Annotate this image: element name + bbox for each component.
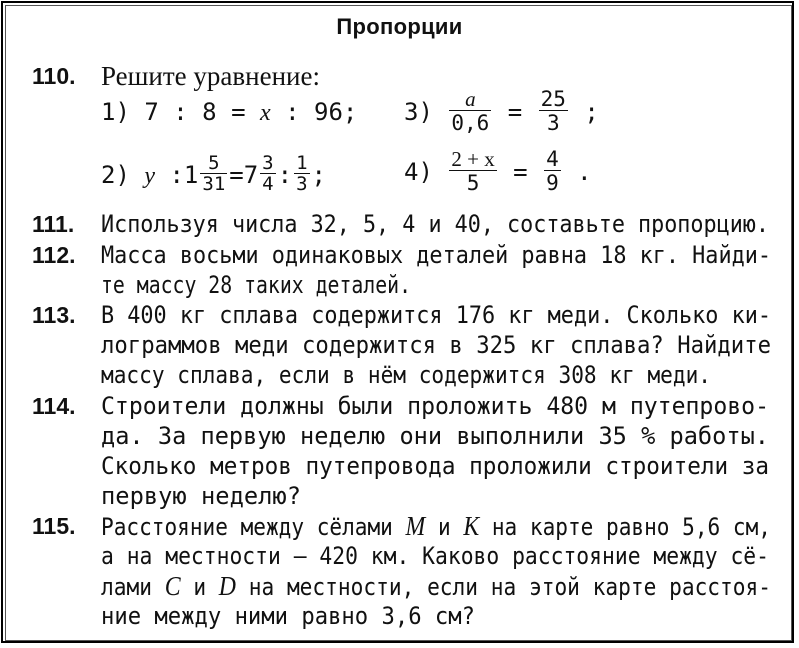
eq3-fraction-2 [539,88,568,134]
problem-number-114: 114. [32,393,76,419]
eq3-denominator-2: 3 [546,111,560,135]
problem-113-line-2: лограммов меди содержится в 325 кг сплава? Найдите [101,331,771,359]
eq1-colon: : [173,98,188,126]
problem-111-line-1: Используя числа 32, 5, 4 и 40, составьте пропорцию. [101,210,769,238]
p115-l1-text-a: Расстояние между сёлами [101,513,393,541]
problem-number-115: 115. [32,513,76,539]
problem-number-112: 112. [32,242,76,268]
eq2-end: ; [311,161,326,189]
equation-2 [101,152,326,196]
problem-number-113: 113. [32,302,76,328]
page-title: Пропорции [336,14,463,39]
problem-number-110: 110. [32,63,76,89]
eq2-equals: = [229,161,244,189]
eq4-equals: = [513,158,528,186]
problem-114-line-2: да. За первую неделю они выполнили 35 % работы. [101,422,769,450]
problem-114-line-1: Строители должны были проложить 480 м путепрово- [101,392,769,420]
eq2-whole-1: 1 [183,161,199,189]
eq1-term-c: 96; [314,98,358,126]
eq3-denominator-1: 0,6 [451,111,490,135]
eq1-colon-2: : [285,98,300,126]
eq4-denominator-2: 9 [546,171,559,195]
eq4-numerator-2: 4 [546,147,559,171]
problem-114-line-3: Сколько метров путепровода проложили строители за [101,452,769,480]
equation-3-label: 3) [404,98,433,126]
eq1-term-b: 8 [202,98,217,126]
problem-110-text: Решите уравнение: [101,61,320,91]
eq2-denominator-3: 3 [296,173,308,195]
eq2-colon: : [169,161,184,189]
eq2-fraction-2 [260,154,275,194]
village-d-label: D [218,571,236,601]
eq2-fraction-1 [200,154,227,194]
village-m-label: M [405,511,426,541]
eq2-whole-2: 7 [243,161,259,189]
problem-114-line-4: первую неделю? [101,482,301,510]
eq1-equals: = [231,98,246,126]
eq4-denominator-1: 5 [466,171,480,195]
problem-113-line-3: массу сплава, если в нём содержится 308 кг меди. [101,361,711,389]
eq1-var-x: x [259,100,271,126]
p115-l3-text-e: на местности, если на этой карте расстоя- [248,573,771,601]
eq4-fraction-2 [544,148,561,194]
eq4-end: . [577,158,592,186]
p115-l1-text-c: на карте равно 5,6 см, [491,513,771,541]
village-k-label: K [463,511,480,541]
eq3-fraction-1 [449,88,491,134]
eq4-numerator-1: 2 + x [451,147,495,171]
eq2-numerator-1: 5 [200,154,227,174]
eq3-end: ; [584,98,599,126]
eq2-denominator-2: 4 [262,173,274,195]
eq3-equals: = [507,98,523,126]
eq2-denominator-1: 31 [202,173,226,195]
eq4-fraction-1 [449,148,496,194]
problem-112-line-1: Масса восьми одинаковых деталей равна 18 кг. Найди- [101,241,771,269]
p115-l1-and: и [437,513,451,541]
eq3-numerator-2: 25 [540,87,566,111]
equation-1-label: 1) [101,98,130,126]
equation-1 [101,97,357,128]
problem-number-111: 111. [32,211,75,237]
problem-112-line-2: те массу 28 таких деталей. [101,271,411,299]
eq1-term-a: 7 [144,98,159,126]
village-c-label: C [164,571,181,601]
equation-4 [404,147,592,196]
eq2-numerator-3: 1 [296,152,308,174]
problem-115-line-2: а на местности — 420 км. Каково расстояние между сё- [101,542,769,570]
problem-115-line-1 [101,511,771,542]
equation-3 [404,87,599,136]
p115-l3-and: и [193,573,207,601]
equation-4-label: 4) [404,158,433,186]
equation-2-label: 2) [101,161,130,189]
eq2-var-y: y [144,163,156,189]
eq2-numerator-2: 3 [262,152,274,174]
eq2-fraction-3 [294,154,309,194]
problem-115-line-3 [101,571,771,602]
problem-115-line-4: ние между ними равно 3,6 см? [101,602,475,630]
problem-113-line-1: В 400 кг сплава содержится 176 кг меди. Сколько ки- [101,301,771,329]
eq2-colon-2: : [277,161,293,189]
eq3-numerator-1: a [449,88,491,111]
p115-l3-text-a: лами [101,573,152,601]
